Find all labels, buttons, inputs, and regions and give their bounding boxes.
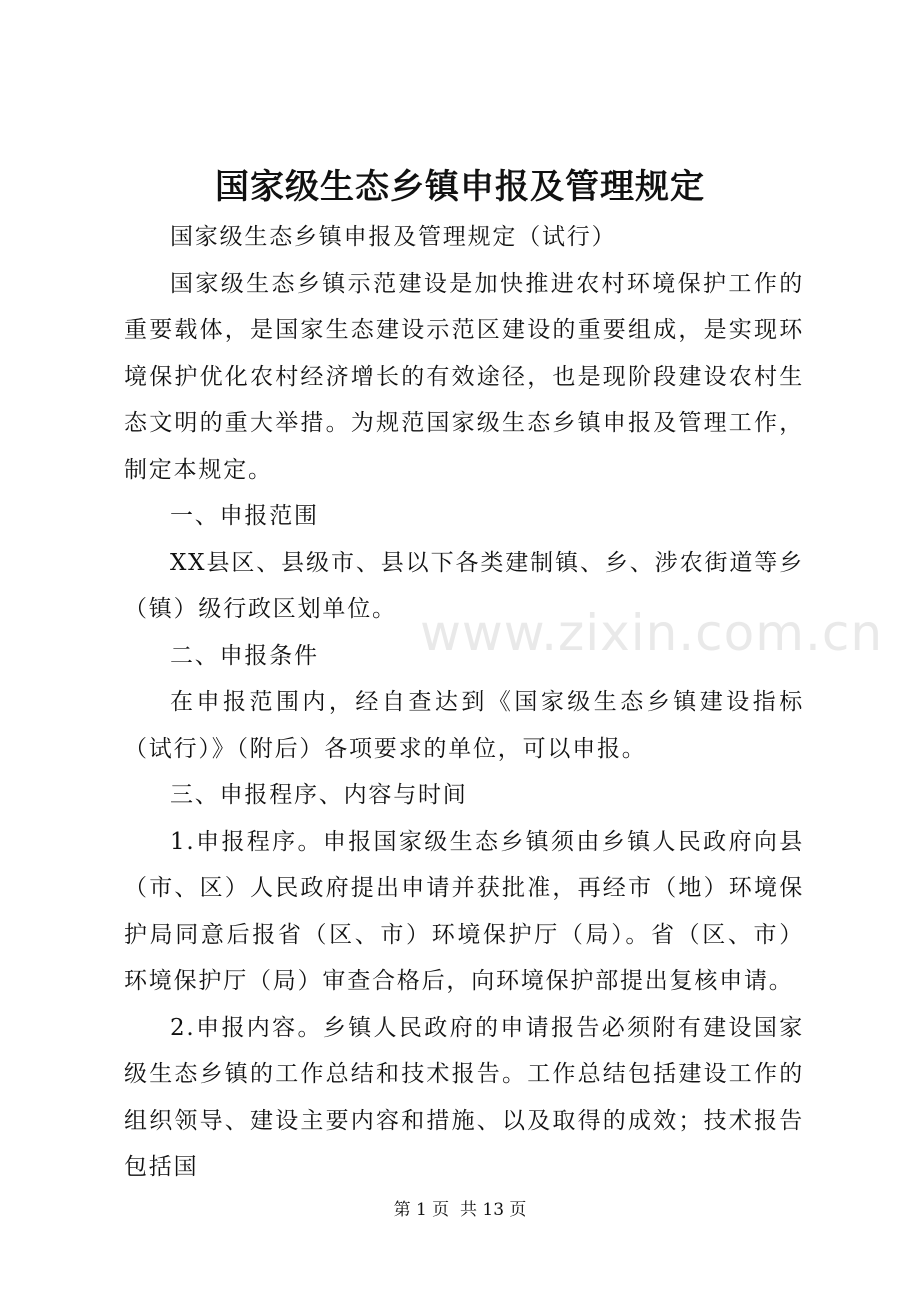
- document-title: 国家级生态乡镇申报及管理规定: [215, 167, 705, 207]
- procedure-paragraph: 1.申报程序。申报国家级生态乡镇须由乡镇人民政府向县（市、区）人民政府提出申请并获批准，再经市（地）环境保护局同意后报省（区、市）环境保护厅（局）。省（区、市）环境保护厅（局）审查合格后，向环境保护部提出复核申请。: [124, 828, 804, 994]
- section-heading-scope: 一、申报范围: [170, 503, 319, 529]
- scope-paragraph: XX县区、县级市、县以下各类建制镇、乡、涉农街道等乡（镇）级行政区划单位。: [124, 549, 804, 622]
- watermark: www.zixin.com.cn: [420, 604, 884, 662]
- subtitle-paragraph: 国家级生态乡镇申报及管理规定（试行）: [170, 224, 617, 250]
- document-body: [124, 214, 804, 1191]
- page-footer: 第 1 页 共 13 页: [393, 1200, 527, 1220]
- intro-paragraph: 国家级生态乡镇示范建设是加快推进农村环境保护工作的重要载体，是国家生态建设示范区建设的重要组成，是实现环境保护优化农村经济增长的有效途径，也是现阶段建设农村生态文明的重大举措。为规范国家级生态乡镇申报及管理工作，制定本规定。: [124, 270, 804, 483]
- conditions-paragraph: 在申报范围内，经自查达到《国家级生态乡镇建设指标（试行）》（附后）各项要求的单位，可以申报。: [124, 689, 804, 762]
- content-paragraph: 2.申报内容。乡镇人民政府的申请报告必须附有建设国家级生态乡镇的工作总结和技术报告。工作总结包括建设工作的组织领导、建设主要内容和措施、以及取得的成效；技术报告包括国: [124, 1014, 804, 1180]
- section-heading-procedure: 三、申报程序、内容与时间: [170, 782, 468, 808]
- section-heading-conditions: 二、申报条件: [170, 642, 319, 669]
